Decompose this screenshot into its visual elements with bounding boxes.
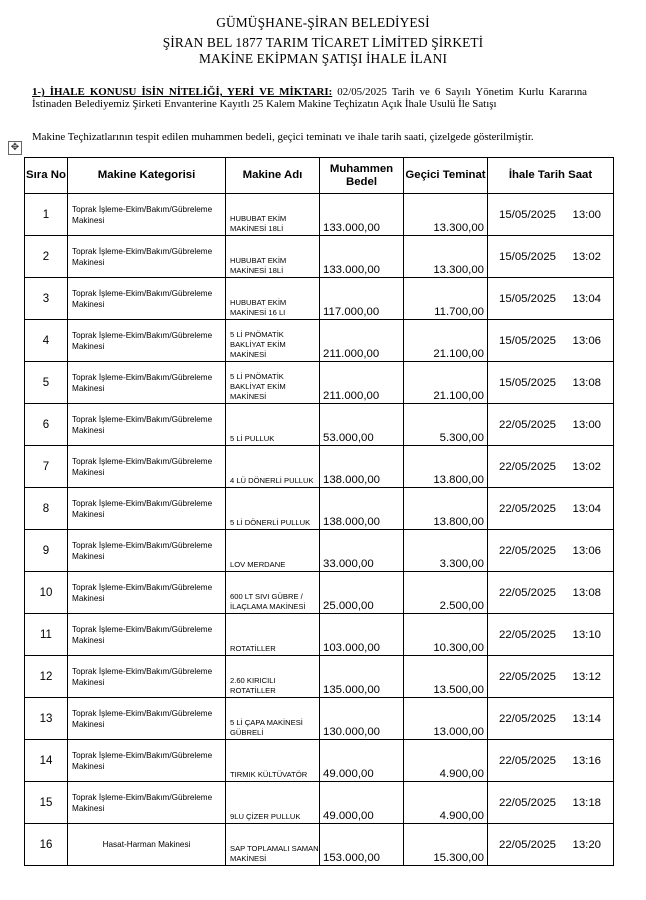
header-line-company: ŞİRAN BEL 1877 TARIM TİCARET LİMİTED ŞİRKETİ xyxy=(162,35,484,50)
row-time: 13:12 xyxy=(572,670,601,683)
row-price: 25.000,00 xyxy=(320,572,404,614)
row-category: Toprak İşleme-Ekim/Bakım/Gübreleme Makinesi xyxy=(68,194,226,236)
header-line-announcement: MAKİNE EKİPMAN ŞATIŞI İHALE İLANI xyxy=(198,51,448,66)
row-deposit: 13.300,00 xyxy=(404,236,488,278)
row-category: Toprak İşleme-Ekim/Bakım/Gübreleme Makinesi xyxy=(68,488,226,530)
row-category: Toprak İşleme-Ekim/Bakım/Gübreleme Makinesi xyxy=(68,572,226,614)
row-category: Toprak İşleme-Ekim/Bakım/Gübreleme Makinesi xyxy=(68,236,226,278)
row-date: 22/05/2025 xyxy=(499,418,557,431)
row-deposit: 13.500,00 xyxy=(404,656,488,698)
row-number: 16 xyxy=(25,824,68,866)
header-price: Muhammen Bedel xyxy=(320,158,404,194)
row-category: Toprak İşleme-Ekim/Bakım/Gübreleme Makinesi xyxy=(68,530,226,572)
row-machine-name: 5 Lİ DÖNERLİ PULLUK xyxy=(226,488,320,530)
row-machine-name: HUBUBAT EKİM MAKİNESİ 16 LI xyxy=(226,278,320,320)
row-machine-name: 600 LT SIVI GÜBRE / İLAÇLAMA MAKİNESİ xyxy=(226,572,320,614)
row-datetime xyxy=(488,404,614,446)
row-deposit: 13.800,00 xyxy=(404,488,488,530)
row-deposit: 4.900,00 xyxy=(404,782,488,824)
row-machine-name: 4 LÜ DÖNERLİ PULLUK xyxy=(226,446,320,488)
row-time: 13:04 xyxy=(572,502,601,515)
row-datetime xyxy=(488,320,614,362)
row-deposit: 13.800,00 xyxy=(404,446,488,488)
row-price: 135.000,00 xyxy=(320,656,404,698)
row-machine-name: 9LU ÇİZER PULLUK xyxy=(226,782,320,824)
row-price: 117.000,00 xyxy=(320,278,404,320)
row-category: Toprak İşleme-Ekim/Bakım/Gübreleme Makinesi xyxy=(68,656,226,698)
row-time: 13:00 xyxy=(572,208,601,221)
row-machine-name: 5 Lİ PNÖMATİK BAKLİYAT EKİM MAKİNESİ xyxy=(226,362,320,404)
table-row xyxy=(25,530,614,572)
table-row xyxy=(25,740,614,782)
row-deposit: 11.700,00 xyxy=(404,278,488,320)
row-number: 2 xyxy=(25,236,68,278)
row-deposit: 13.000,00 xyxy=(404,698,488,740)
header-datetime: İhale Tarih Saat xyxy=(488,158,614,194)
row-datetime xyxy=(488,194,614,236)
row-date: 15/05/2025 xyxy=(499,334,557,347)
row-deposit: 4.900,00 xyxy=(404,740,488,782)
table-row xyxy=(25,446,614,488)
row-machine-name: 2.60 KIRICILI ROTATİLLER xyxy=(226,656,320,698)
header-no: Sıra No xyxy=(25,158,68,194)
row-category: Hasat-Harman Makinesi xyxy=(68,824,226,866)
table-row xyxy=(25,320,614,362)
row-category: Toprak İşleme-Ekim/Bakım/Gübreleme Makinesi xyxy=(68,278,226,320)
row-number: 5 xyxy=(25,362,68,404)
row-deposit: 5.300,00 xyxy=(404,404,488,446)
row-number: 12 xyxy=(25,656,68,698)
row-price: 138.000,00 xyxy=(320,488,404,530)
row-deposit: 3.300,00 xyxy=(404,530,488,572)
row-number: 1 xyxy=(25,194,68,236)
row-price: 211.000,00 xyxy=(320,362,404,404)
row-date: 22/05/2025 xyxy=(499,628,557,641)
row-datetime xyxy=(488,446,614,488)
row-date: 15/05/2025 xyxy=(499,208,557,221)
table-row xyxy=(25,782,614,824)
row-time: 13:14 xyxy=(572,712,601,725)
row-date: 15/05/2025 xyxy=(499,376,557,389)
row-number: 11 xyxy=(25,614,68,656)
row-number: 3 xyxy=(25,278,68,320)
row-machine-name: HUBUBAT EKİM MAKİNESİ 18Lİ xyxy=(226,194,320,236)
header-line-municipality: GÜMÜŞHANE-ŞİRAN BELEDİYESİ xyxy=(216,15,430,30)
row-category: Toprak İşleme-Ekim/Bakım/Gübreleme Makinesi xyxy=(68,320,226,362)
row-category: Toprak İşleme-Ekim/Bakım/Gübreleme Makinesi xyxy=(68,614,226,656)
row-datetime xyxy=(488,362,614,404)
row-date: 22/05/2025 xyxy=(499,838,557,851)
row-number: 10 xyxy=(25,572,68,614)
row-time: 13:20 xyxy=(572,838,601,851)
row-date: 22/05/2025 xyxy=(499,754,557,767)
auction-table xyxy=(24,157,614,866)
row-datetime xyxy=(488,656,614,698)
row-machine-name: SAP TOPLAMALI SAMAN MAKİNESİ xyxy=(226,824,320,866)
intro-heading: 1-) İHALE KONUSU İSİN NİTELİĞİ, YERİ VE MİKTARI: xyxy=(32,86,333,98)
row-price: 49.000,00 xyxy=(320,740,404,782)
row-datetime xyxy=(488,530,614,572)
table-header-row xyxy=(25,158,614,194)
row-category: Toprak İşleme-Ekim/Bakım/Gübreleme Makinesi xyxy=(68,446,226,488)
row-time: 13:02 xyxy=(572,460,601,473)
row-number: 13 xyxy=(25,698,68,740)
row-datetime xyxy=(488,236,614,278)
row-price: 153.000,00 xyxy=(320,824,404,866)
row-datetime xyxy=(488,698,614,740)
row-datetime xyxy=(488,614,614,656)
row-machine-name: TIRMIK KÜLTÜVATÖR xyxy=(226,740,320,782)
row-machine-name: LOV MERDANE xyxy=(226,530,320,572)
row-time: 13:16 xyxy=(572,754,601,767)
table-row xyxy=(25,404,614,446)
row-category: Toprak İşleme-Ekim/Bakım/Gübreleme Makinesi xyxy=(68,782,226,824)
row-category: Toprak İşleme-Ekim/Bakım/Gübreleme Makinesi xyxy=(68,404,226,446)
row-price: 103.000,00 xyxy=(320,614,404,656)
row-deposit: 21.100,00 xyxy=(404,362,488,404)
row-time: 13:18 xyxy=(572,796,601,809)
row-price: 130.000,00 xyxy=(320,698,404,740)
row-category: Toprak İşleme-Ekim/Bakım/Gübreleme Makinesi xyxy=(68,698,226,740)
row-date: 22/05/2025 xyxy=(499,586,557,599)
row-time: 13:00 xyxy=(572,418,601,431)
row-number: 4 xyxy=(25,320,68,362)
table-row xyxy=(25,278,614,320)
row-deposit: 2.500,00 xyxy=(404,572,488,614)
row-machine-name: 5 Lİ PULLUK xyxy=(226,404,320,446)
row-number: 15 xyxy=(25,782,68,824)
row-machine-name: 5 Lİ ÇAPA MAKİNESİ GÜBRELİ xyxy=(226,698,320,740)
row-deposit: 21.100,00 xyxy=(404,320,488,362)
row-date: 22/05/2025 xyxy=(499,502,557,515)
row-machine-name: ROTATİLLER xyxy=(226,614,320,656)
row-date: 22/05/2025 xyxy=(499,712,557,725)
row-time: 13:08 xyxy=(572,586,601,599)
table-row xyxy=(25,194,614,236)
table-row xyxy=(25,698,614,740)
row-price: 49.000,00 xyxy=(320,782,404,824)
table-row xyxy=(25,824,614,866)
table-row xyxy=(25,488,614,530)
row-datetime xyxy=(488,824,614,866)
row-price: 138.000,00 xyxy=(320,446,404,488)
row-date: 22/05/2025 xyxy=(499,544,557,557)
table-move-handle-icon[interactable]: ✥ xyxy=(8,141,22,155)
row-price: 133.000,00 xyxy=(320,194,404,236)
row-date: 22/05/2025 xyxy=(499,460,557,473)
row-number: 9 xyxy=(25,530,68,572)
row-date: 15/05/2025 xyxy=(499,292,557,305)
row-date: 22/05/2025 xyxy=(499,796,557,809)
row-time: 13:04 xyxy=(572,292,601,305)
row-price: 133.000,00 xyxy=(320,236,404,278)
table-row xyxy=(25,656,614,698)
row-number: 14 xyxy=(25,740,68,782)
row-time: 13:06 xyxy=(572,334,601,347)
row-deposit: 13.300,00 xyxy=(404,194,488,236)
row-category: Toprak İşleme-Ekim/Bakım/Gübreleme Makinesi xyxy=(68,362,226,404)
row-datetime xyxy=(488,572,614,614)
row-time: 13:02 xyxy=(572,250,601,263)
row-machine-name: 5 Lİ PNÖMATİK BAKLİYAT EKİM MAKİNESİ xyxy=(226,320,320,362)
row-price: 33.000,00 xyxy=(320,530,404,572)
header-name: Makine Adı xyxy=(226,158,320,194)
row-price: 211.000,00 xyxy=(320,320,404,362)
row-category: Toprak İşleme-Ekim/Bakım/Gübreleme Makinesi xyxy=(68,740,226,782)
row-datetime xyxy=(488,488,614,530)
intro-note: Makine Teçhizatlarının tespit edilen muhammen bedeli, geçici teminatı ve ihale tarih saati, çizelgede gösterilmiştir. xyxy=(32,131,534,143)
intro-paragraph xyxy=(32,86,587,110)
row-number: 7 xyxy=(25,446,68,488)
row-number: 6 xyxy=(25,404,68,446)
row-time: 13:06 xyxy=(572,544,601,557)
table-row xyxy=(25,236,614,278)
intro-text: 02/05/2025 Tarih ve 6 Sayılı Yönetim Kurlu Kararına İstinaden Belediyemiz Şirketi Envanterine Kayıtlı 25 Kalem Makine Teçhizatın Açık İhale Usulü İle Satışı xyxy=(32,86,587,111)
row-deposit: 15.300,00 xyxy=(404,824,488,866)
row-datetime xyxy=(488,278,614,320)
row-price: 53.000,00 xyxy=(320,404,404,446)
row-date: 15/05/2025 xyxy=(499,250,557,263)
table-row xyxy=(25,572,614,614)
row-machine-name: HUBUBAT EKİM MAKİNESİ 18Lİ xyxy=(226,236,320,278)
row-deposit: 10.300,00 xyxy=(404,614,488,656)
row-date: 22/05/2025 xyxy=(499,670,557,683)
table-row xyxy=(25,362,614,404)
row-time: 13:08 xyxy=(572,376,601,389)
row-number: 8 xyxy=(25,488,68,530)
table-row xyxy=(25,614,614,656)
row-datetime xyxy=(488,740,614,782)
header-deposit: Geçici Teminat xyxy=(404,158,488,194)
row-time: 13:10 xyxy=(572,628,601,641)
row-datetime xyxy=(488,782,614,824)
header-category: Makine Kategorisi xyxy=(68,158,226,194)
